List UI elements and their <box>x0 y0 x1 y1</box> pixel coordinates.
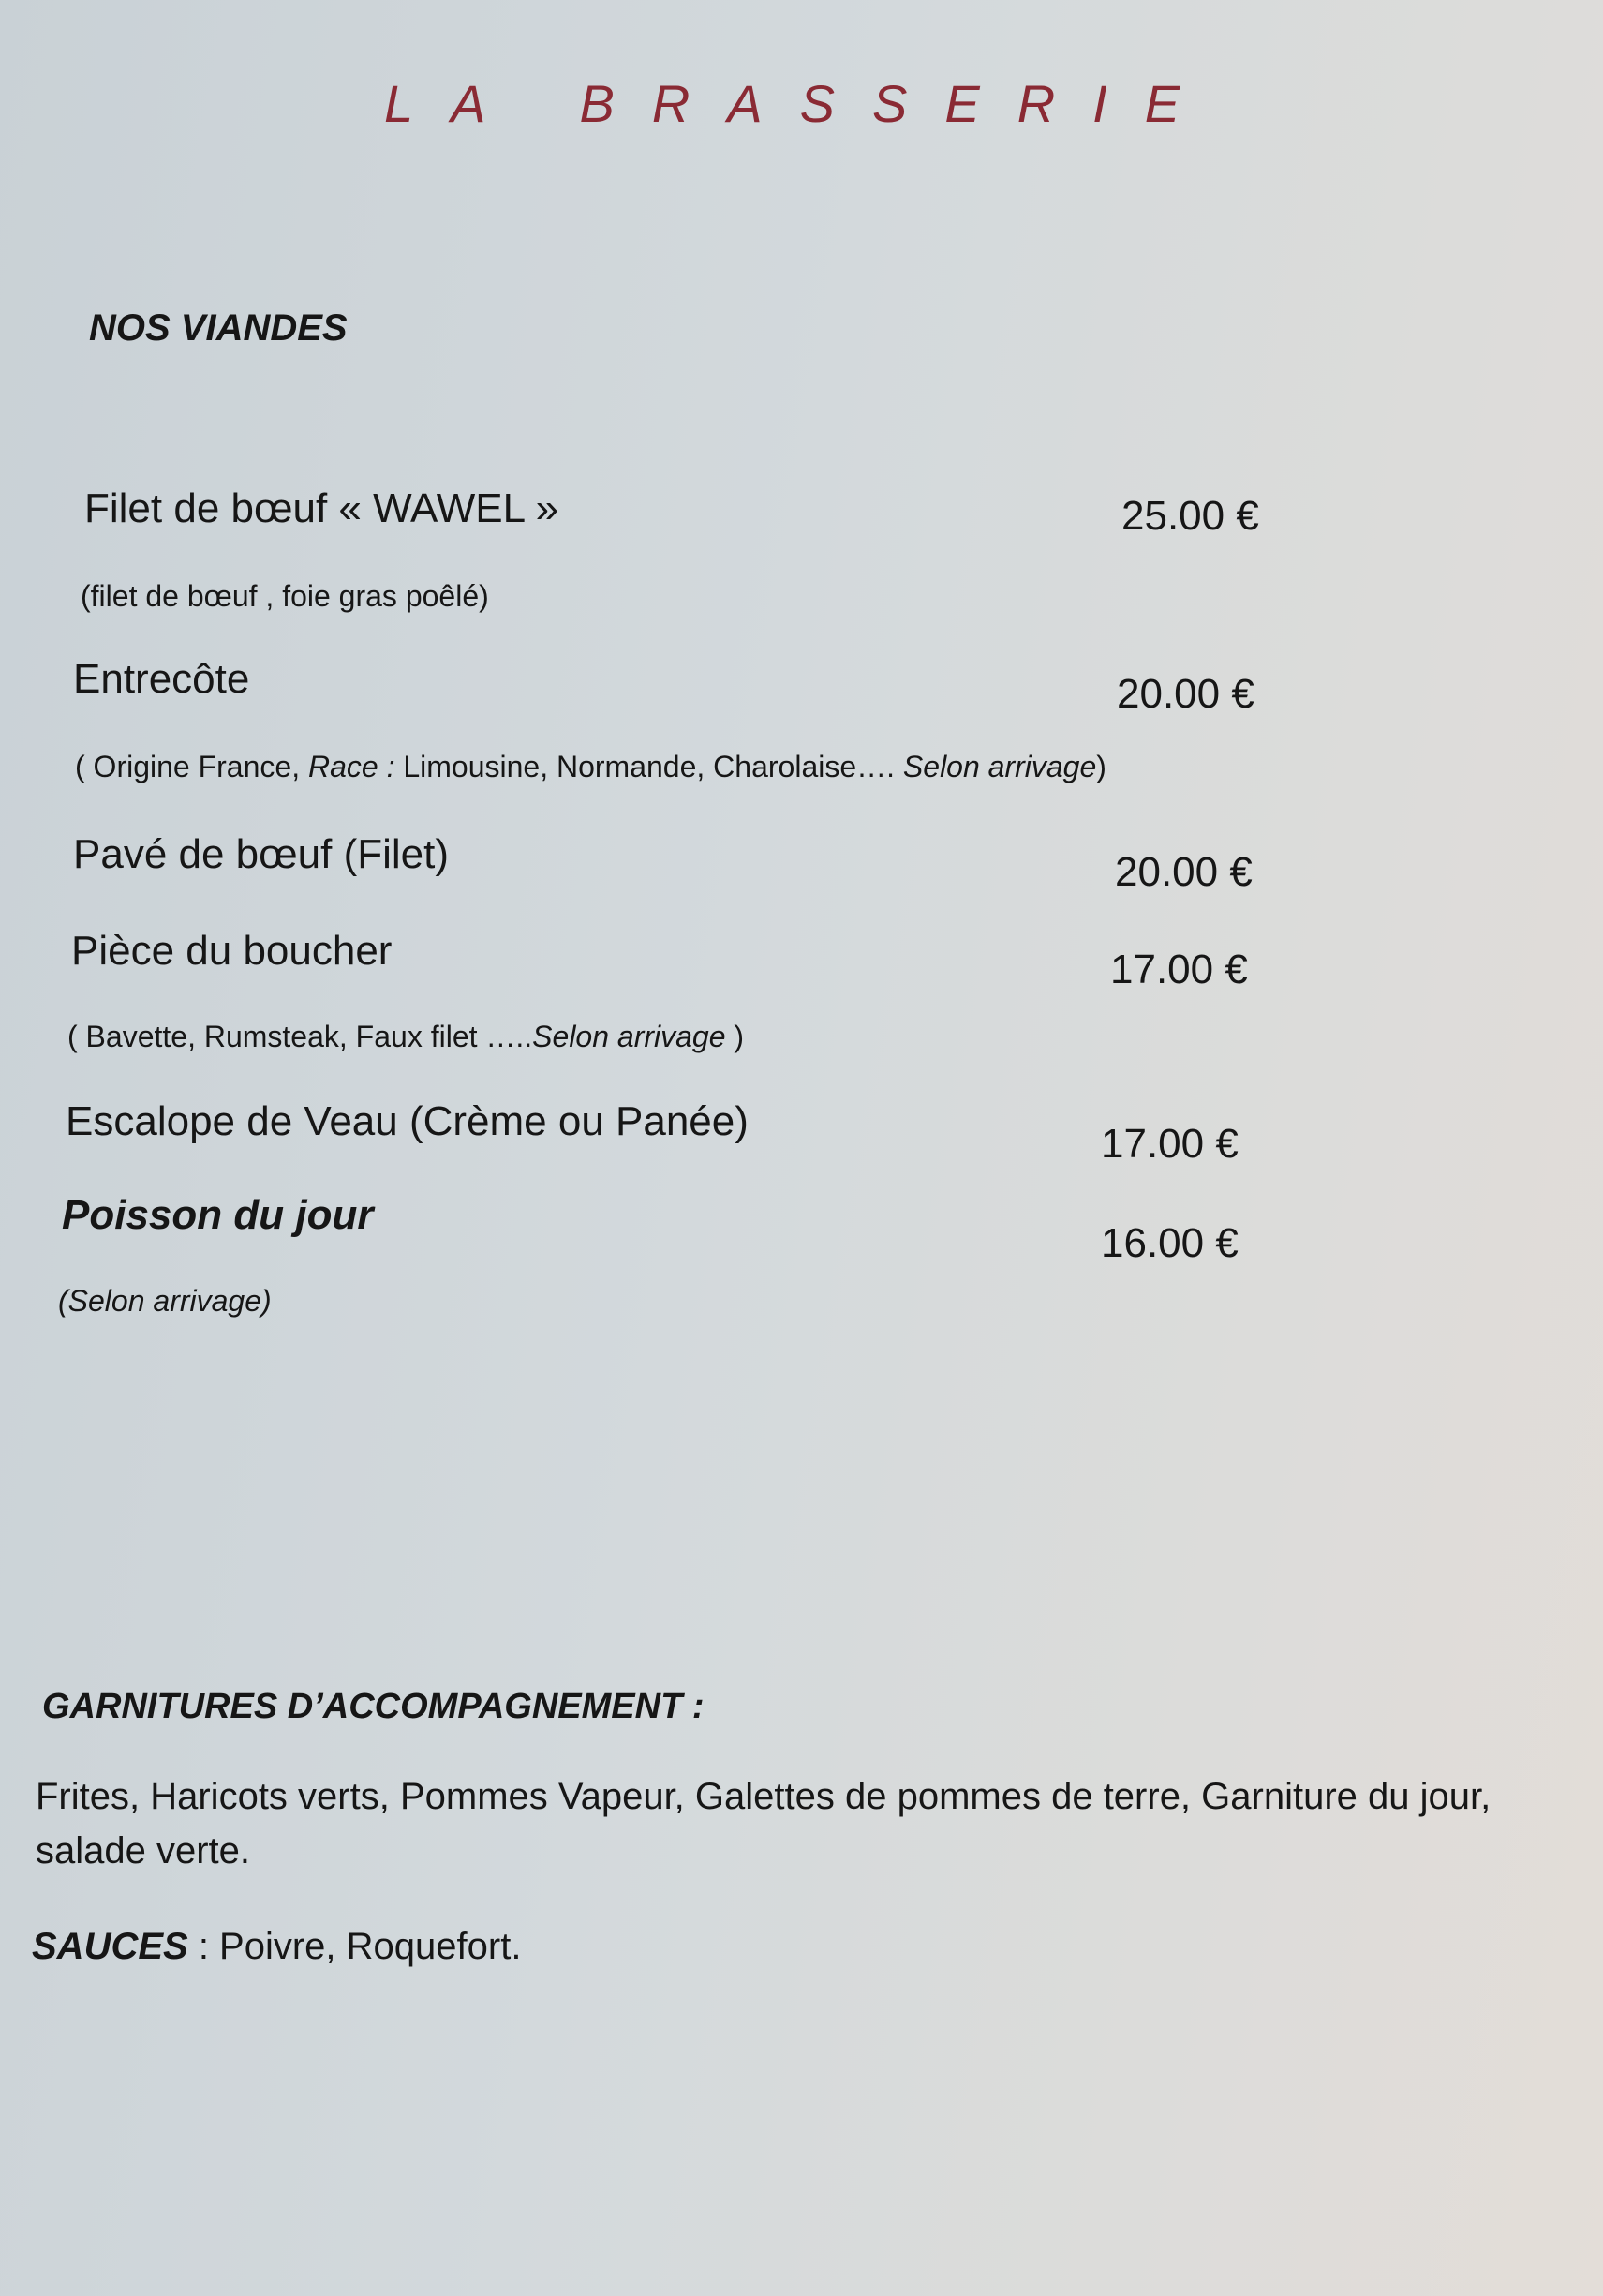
menu-item-name: Poisson du jour <box>62 1192 374 1238</box>
garnitures-text: Frites, Haricots verts, Pommes Vapeur, Galettes de pommes de terre, Garniture du jour, salade verte. <box>36 1776 1492 1871</box>
menu-item-price: 17.00 € <box>1101 1121 1239 1167</box>
menu-item-name: Pièce du boucher <box>71 928 393 974</box>
menu-item-description: ( Origine France, Race : Limousine, Normande, Charolaise…. Selon arrivage) <box>75 750 1106 783</box>
title-right: BRASSERIE <box>579 74 1218 133</box>
menu-item-price: 25.00 € <box>1121 493 1259 539</box>
sauces-label: SAUCES <box>32 1926 188 1967</box>
menu-item-price: 20.00 € <box>1117 671 1254 717</box>
section-heading-viandes: NOS VIANDES <box>89 307 348 349</box>
menu-item-price: 20.00 € <box>1115 849 1253 895</box>
menu-item-name: Filet de bœuf « WAWEL » <box>84 485 559 531</box>
page-title <box>384 73 1217 134</box>
sauces-text: : Poivre, Roquefort. <box>187 1926 522 1967</box>
section-heading-garnitures: GARNITURES D’ACCOMPAGNEMENT : <box>42 1687 705 1726</box>
menu-item-price: 17.00 € <box>1110 947 1248 992</box>
menu-item-description: ( Bavette, Rumsteak, Faux filet …..Selon arrivage ) <box>67 1020 745 1053</box>
menu-item-description: (Selon arrivage) <box>58 1284 272 1318</box>
title-left: LA <box>384 74 524 133</box>
menu-item-description: (filet de bœuf , foie gras poêlé) <box>81 579 489 613</box>
menu-item-name: Entrecôte <box>73 656 250 702</box>
menu-item-name: Escalope de Veau (Crème ou Panée) <box>66 1098 749 1144</box>
sauces-line <box>32 1919 1156 1974</box>
menu-item-name: Pavé de bœuf (Filet) <box>73 831 450 877</box>
menu-item-price: 16.00 € <box>1101 1220 1239 1266</box>
